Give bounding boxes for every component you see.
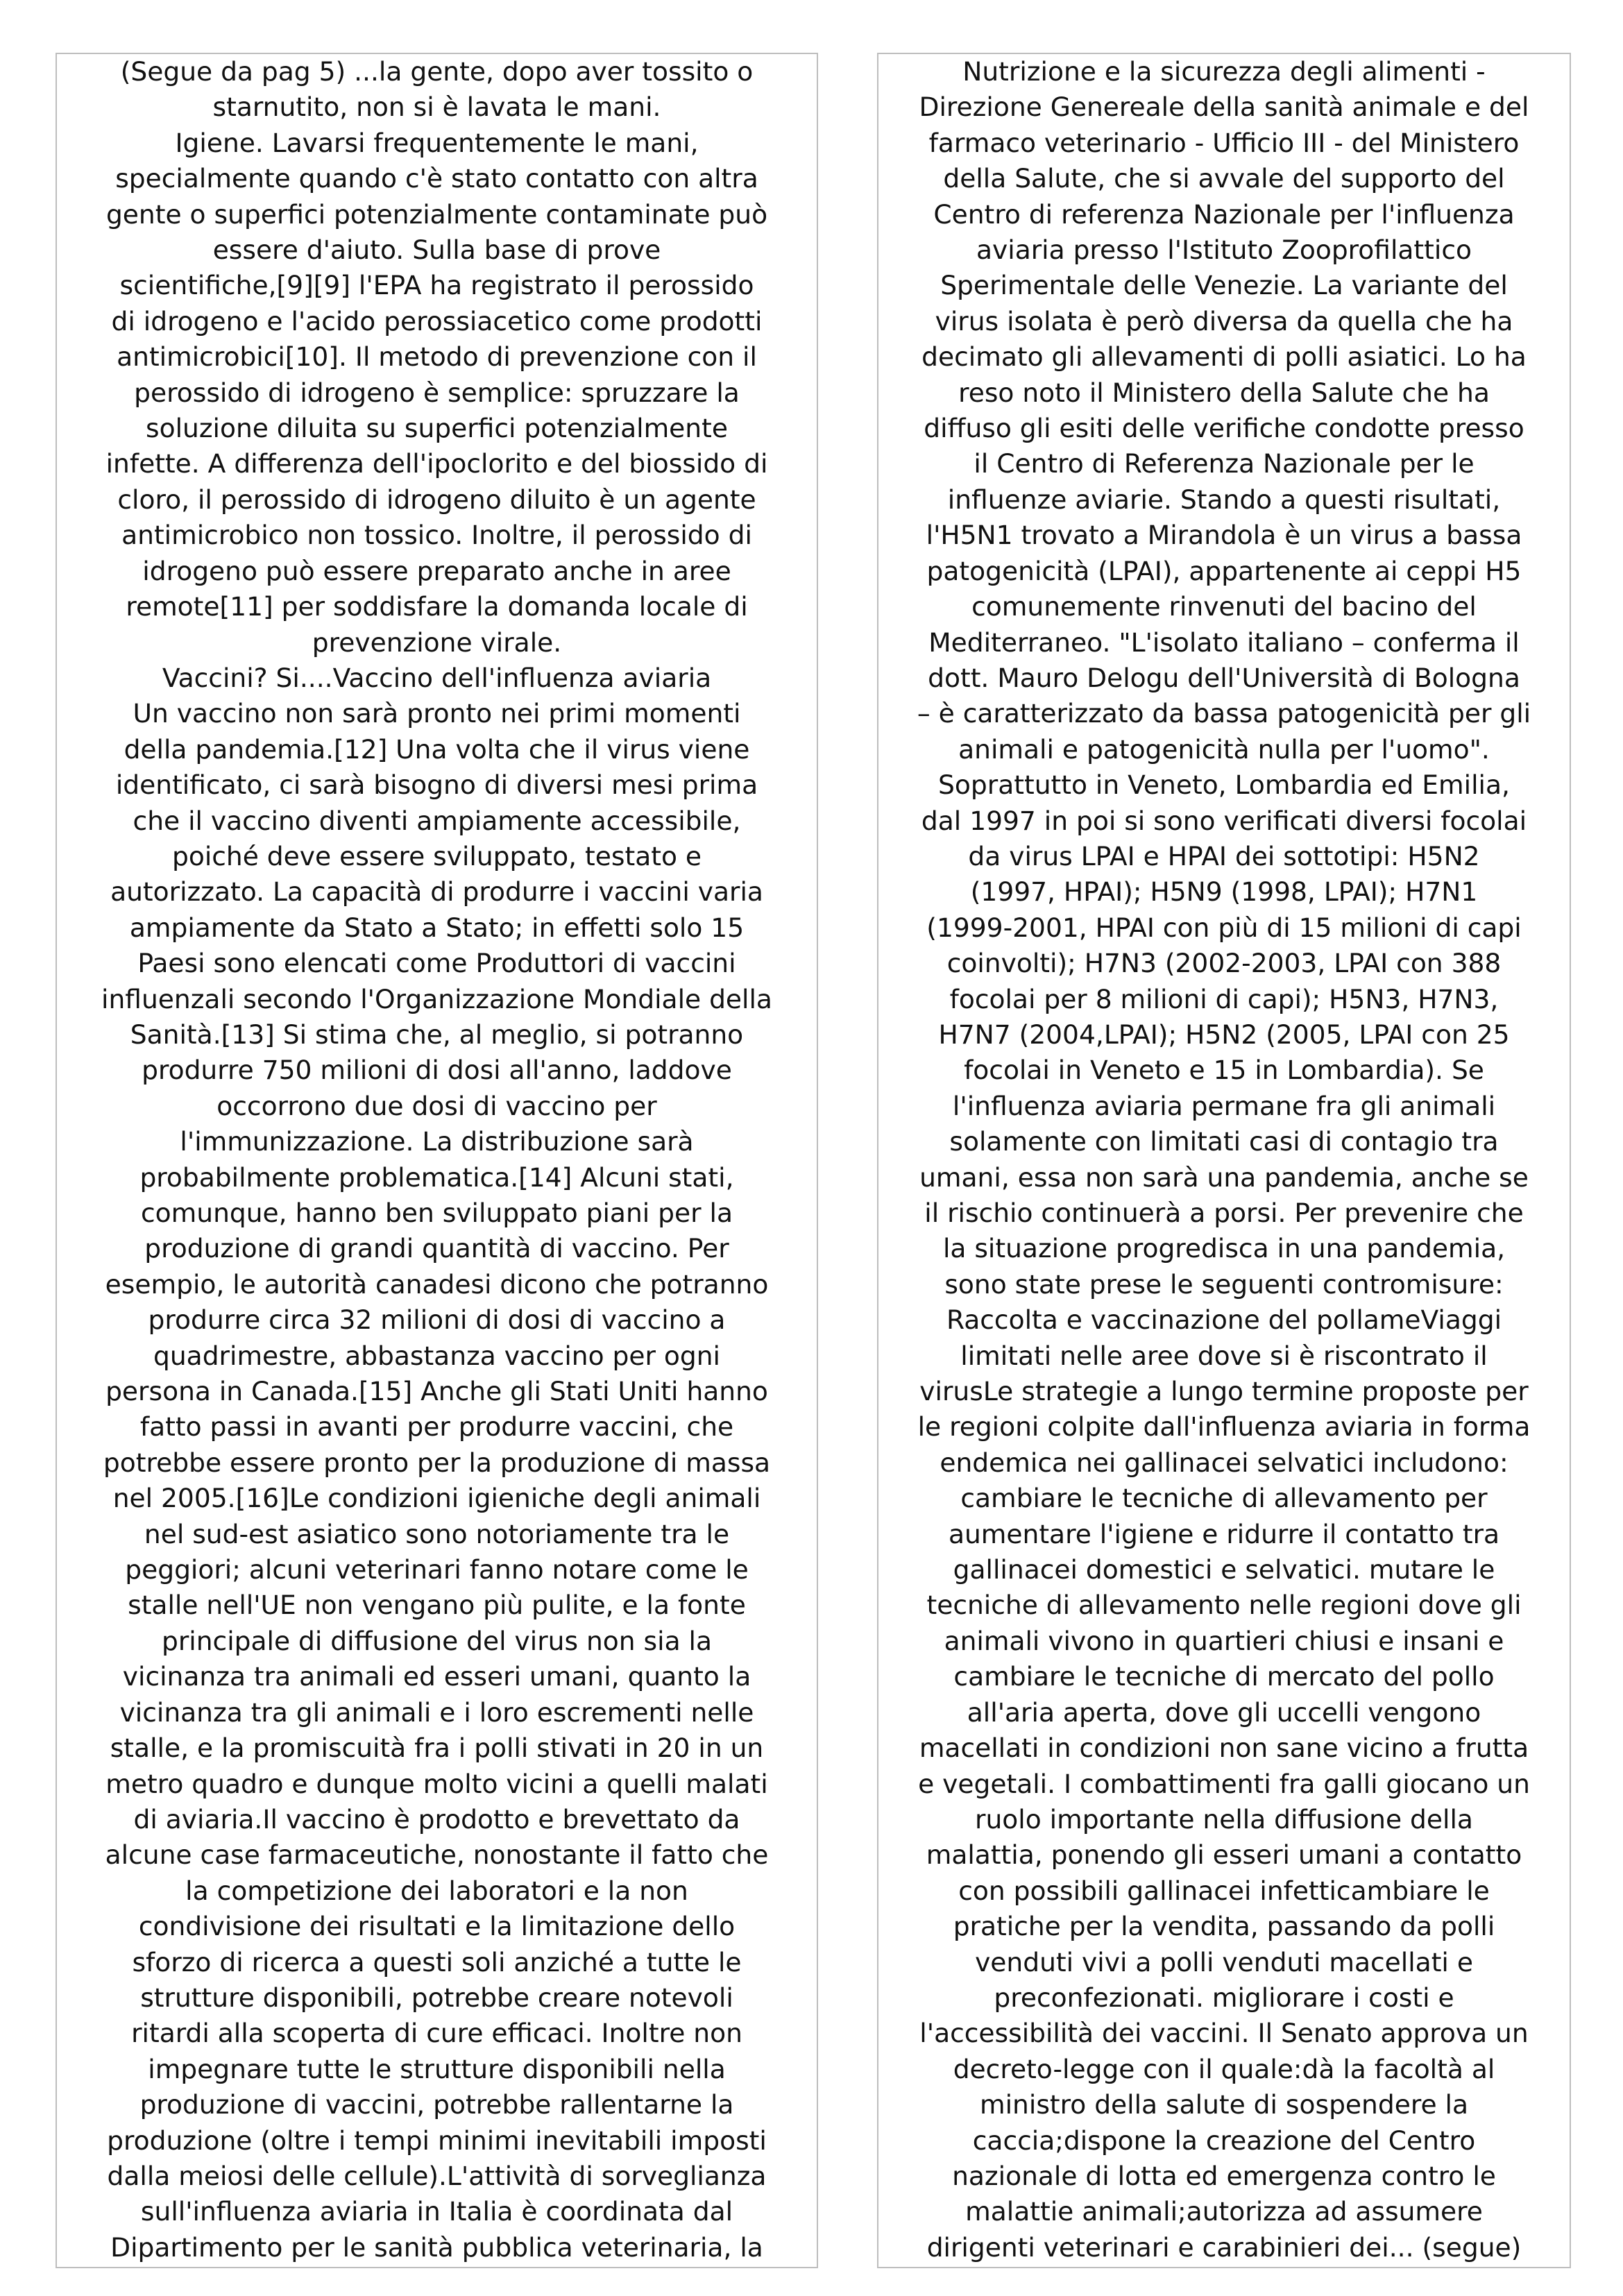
text-line: comunemente rinvenuti del bacino del <box>971 591 1477 622</box>
text-line: H7N7 (2004,LPAI); H5N2 (2005, LPAI con 25 <box>938 1019 1510 1050</box>
text-line: decimato gli allevamenti di polli asiatici. Lo ha <box>921 341 1527 373</box>
text-line: fatto passi in avanti per produrre vaccini, che <box>139 1411 734 1443</box>
text-line: Paesi sono elencati come Produttori di vaccini <box>137 948 736 979</box>
text-line: Sanità.[13] Si stima che, al meglio, si potranno <box>130 1019 744 1050</box>
text-line: essere d'aiuto. Sulla base di prove <box>212 235 661 266</box>
text-line: antimicrobici[10]. Il metodo di prevenzione con il <box>117 341 757 373</box>
text-line: ampiamente da Stato a Stato; in effetti solo 15 <box>129 912 745 943</box>
text-line: l'influenza aviaria permane fra gli animali <box>952 1090 1496 1121</box>
text-line: caccia;dispone la creazione del Centro <box>972 2125 1476 2156</box>
text-line: scientifiche,[9][9] l'EPA ha registrato il perossido <box>119 270 754 301</box>
text-line: produzione (oltre i tempi minimi inevitabili imposti <box>107 2125 767 2156</box>
text-line: stalle, e la promiscuità fra i polli stivati in 20 in un <box>110 1733 764 1764</box>
text-line: cambiare le tecniche di mercato del pollo <box>953 1661 1495 1692</box>
text-line: influenze aviarie. Stando a questi risultati, <box>947 484 1501 515</box>
left-column-text <box>64 54 810 2265</box>
text-line: (1999-2001, HPAI con più di 15 milioni di capi <box>926 912 1522 943</box>
text-line: della pandemia.[12] Una volta che il virus viene <box>124 733 750 765</box>
text-line: virus isolata è però diversa da quella che ha <box>935 305 1513 337</box>
text-line: Vaccini? Si....Vaccino dell'influenza aviaria <box>162 662 712 693</box>
text-line: prevenzione virale. <box>312 627 562 658</box>
text-line: Sperimentale delle Venezie. La variante del <box>940 270 1508 301</box>
text-line: tecniche di allevamento nelle regioni dove gli <box>926 1590 1522 1621</box>
text-line: Un vaccino non sarà pronto nei primi momenti <box>133 698 741 729</box>
text-line: Raccolta e vaccinazione del pollameViaggi <box>946 1304 1502 1336</box>
text-line: stalle nell'UE non vengano più pulite, e la fonte <box>128 1590 746 1621</box>
text-line: Nutrizione e la sicurezza degli alimenti - <box>962 56 1486 87</box>
text-line: che il vaccino diventi ampiamente accessibile, <box>133 805 741 836</box>
text-line: con possibili gallinacei infetticambiare le <box>958 1875 1490 1906</box>
text-line: decreto-legge con il quale:dà la facoltà al <box>953 2053 1495 2084</box>
text-line: antimicrobico non tossico. Inoltre, il perossido di <box>121 520 752 551</box>
text-line: perossido di idrogeno è semplice: spruzzare la <box>134 377 740 408</box>
right-text-column <box>877 53 1571 2268</box>
text-line: cloro, il perossido di idrogeno diluito è un agente <box>117 484 756 515</box>
text-line: dirigenti veterinari e carabinieri dei... (segue) <box>926 2231 1522 2263</box>
text-line: venduti vivi a polli venduti macellati e <box>975 1946 1473 1978</box>
text-line: Igiene. Lavarsi frequentemente le mani, <box>175 127 699 158</box>
text-line: quadrimestre, abbastanza vaccino per ogni <box>153 1340 720 1371</box>
text-line: probabilmente problematica.[14] Alcuni stati, <box>139 1162 734 1193</box>
text-line: metro quadro e dunque molto vicini a quelli malati <box>105 1768 768 1799</box>
text-line: alcune case farmaceutiche, nonostante il fatto che <box>105 1839 769 1871</box>
text-line: vicinanza tra gli animali e i loro escrementi nelle <box>119 1697 754 1728</box>
text-line: influenzali secondo l'Organizzazione Mondiale della <box>101 983 772 1014</box>
text-line: aviaria presso l'Istituto Zooprofilattico <box>976 235 1472 266</box>
text-line: limitati nelle aree dove si è riscontrato il <box>960 1340 1488 1371</box>
text-line: e vegetali. I combattimenti fra galli giocano un <box>918 1768 1530 1799</box>
text-line: Centro di referenza Nazionale per l'influenza <box>933 198 1515 230</box>
text-line: produrre 750 milioni di dosi all'anno, laddove <box>142 1055 732 1086</box>
text-line: nazionale di lotta ed emergenza contro le <box>952 2160 1496 2191</box>
text-line: la situazione progredisca in una pandemia, <box>942 1233 1506 1264</box>
text-line: ruolo importante nella diffusione della <box>975 1803 1473 1835</box>
text-line: di aviaria.Il vaccino è prodotto e brevettato da <box>133 1803 740 1835</box>
text-line: farmaco veterinario - Ufficio III - del Ministero <box>928 127 1520 158</box>
text-line: animali e patogenicità nulla per l'uomo". <box>958 733 1490 765</box>
text-line: diffuso gli esiti delle verifiche condotte presso <box>924 413 1524 444</box>
text-line: produrre circa 32 milioni di dosi di vaccino a <box>148 1304 726 1336</box>
text-line: gallinacei domestici e selvatici. mutare le <box>953 1554 1495 1585</box>
text-line: il rischio continuerà a porsi. Per prevenire che <box>924 1198 1524 1228</box>
text-line: la competizione dei laboratori e la non <box>185 1875 688 1906</box>
text-line: cambiare le tecniche di allevamento per <box>960 1483 1488 1514</box>
text-line: nel 2005.[16]Le condizioni igieniche degli animali <box>112 1483 761 1514</box>
text-line: l'immunizzazione. La distribuzione sarà <box>180 1126 694 1157</box>
right-column-text <box>885 54 1563 2265</box>
text-line: di idrogeno e l'acido perossiacetico come prodotti <box>111 305 763 337</box>
text-line: endemica nei gallinacei selvatici includono: <box>940 1447 1509 1478</box>
text-line: l'accessibilità dei vaccini. Il Senato approva un <box>919 2018 1529 2049</box>
text-line: sull'influenza aviaria in Italia è coordinata dal <box>140 2196 733 2227</box>
text-line: l'H5N1 trovato a Mirandola è un virus a bassa <box>926 520 1522 551</box>
text-line: condivisione dei risultati e la limitazione dello <box>138 1911 736 1942</box>
text-line: all'aria aperta, dove gli uccelli vengono <box>967 1697 1481 1728</box>
text-line: animali vivono in quartieri chiusi e insani e <box>944 1625 1504 1656</box>
text-line: reso noto il Ministero della Salute che ha <box>958 377 1490 408</box>
text-line: preconfezionati. migliorare i costi e <box>994 1982 1454 2013</box>
text-line: occorrono due dosi di vaccino per <box>216 1090 657 1121</box>
text-line: focolai per 8 milioni di capi); H5N3, H7N3, <box>949 983 1499 1014</box>
text-line: Dipartimento per le sanità pubblica veterinaria, la <box>110 2231 763 2263</box>
text-line: strutture disponibili, potrebbe creare notevoli <box>140 1982 733 2013</box>
text-line: (Segue da pag 5) ...la gente, dopo aver tossito o <box>120 56 754 87</box>
text-line: il Centro di Referenza Nazionale per le <box>974 448 1475 479</box>
text-line: produzione di grandi quantità di vaccino. Per <box>144 1233 729 1264</box>
text-line: sono state prese le seguenti contromisure: <box>944 1268 1504 1300</box>
text-line: patogenicità (LPAI), appartenente ai ceppi H5 <box>926 555 1522 586</box>
text-line: pratiche per la vendita, passando da polli <box>953 1911 1495 1942</box>
text-line: focolai in Veneto e 15 in Lombardia). Se <box>964 1055 1484 1086</box>
text-line: (1997, HPAI); H5N9 (1998, LPAI); H7N1 <box>970 876 1478 908</box>
text-line: infette. A differenza dell'ipoclorito e del biossido di <box>105 448 768 479</box>
text-line: da virus LPAI e HPAI dei sottotipi: H5N2 <box>968 840 1480 871</box>
text-line: umani, essa non sarà una pandemia, anche se <box>919 1162 1529 1193</box>
text-line: sforzo di ricerca a questi soli anziché a tutte le <box>132 1946 742 1978</box>
text-line: Mediterraneo. "L'isolato italiano – conferma il <box>928 627 1520 658</box>
text-line: esempio, le autorità canadesi dicono che potranno <box>105 1268 769 1300</box>
text-line: Direzione Genereale della sanità animale e del <box>919 92 1529 123</box>
text-line: potrebbe essere pronto per la produzione di massa <box>103 1447 771 1478</box>
text-line: specialmente quando c'è stato contatto con altra <box>115 163 758 194</box>
text-line: principale di diffusione del virus non sia la <box>161 1625 713 1656</box>
text-line: vicinanza tra animali ed esseri umani, quanto la <box>122 1661 751 1692</box>
text-line: virusLe strategie a lungo termine proposte per <box>919 1376 1529 1407</box>
text-line: coinvolti); H7N3 (2002-2003, LPAI con 388 <box>946 948 1502 979</box>
text-line: soluzione diluita su superfici potenzialmente <box>146 413 728 444</box>
text-line: le regioni colpite dall'influenza aviaria in forma <box>917 1411 1531 1443</box>
text-line: malattia, ponendo gli esseri umani a contatto <box>926 1839 1522 1871</box>
text-line: gente o superfici potenzialmente contaminate può <box>105 198 768 230</box>
text-line: dott. Mauro Delogu dell'Università di Bologna <box>928 662 1520 693</box>
text-line: persona in Canada.[15] Anche gli Stati Uniti hanno <box>105 1376 768 1407</box>
text-line: macellati in condizioni non sane vicino a frutta <box>919 1733 1529 1764</box>
text-line: ritardi alla scoperta di cure efficaci. Inoltre non <box>131 2018 742 2049</box>
text-line: produzione di vaccini, potrebbe rallentarne la <box>139 2089 734 2120</box>
text-line: idrogeno può essere preparato anche in aree <box>142 555 731 586</box>
left-text-column <box>56 53 818 2268</box>
text-line: comunque, hanno ben sviluppato piani per la <box>141 1198 733 1228</box>
text-line: Soprattutto in Veneto, Lombardia ed Emilia, <box>938 769 1510 801</box>
text-line: malattie animali;autorizza ad assumere <box>965 2196 1483 2227</box>
text-line: della Salute, che si avvale del supporto del <box>943 163 1505 194</box>
text-line: solamente con limitati casi di contagio tra <box>949 1126 1499 1157</box>
text-line: poiché deve essere sviluppato, testato e <box>171 840 702 871</box>
text-line: identificato, ci sarà bisogno di diversi mesi prima <box>115 769 758 801</box>
text-line: ministro della salute di sospendere la <box>980 2089 1468 2120</box>
text-line: remote[11] per soddisfare la domanda locale di <box>126 591 748 622</box>
text-line: dalla meiosi delle cellule).L'attività di sorveglianza <box>107 2160 767 2191</box>
text-line: starnutito, non si è lavata le mani. <box>212 92 661 123</box>
text-line: impegnare tutte le strutture disponibili nella <box>148 2053 726 2084</box>
text-line: autorizzato. La capacità di produrre i vaccini varia <box>110 876 763 908</box>
text-line: – è caratterizzato da bassa patogenicità per gli <box>917 698 1531 729</box>
text-line: nel sud-est asiatico sono notoriamente tra le <box>144 1518 730 1549</box>
text-line: peggiori; alcuni veterinari fanno notare come le <box>125 1554 749 1585</box>
text-line: dal 1997 in poi si sono verificati diversi focolai <box>921 805 1527 836</box>
text-line: aumentare l'igiene e ridurre il contatto tra <box>948 1518 1500 1549</box>
